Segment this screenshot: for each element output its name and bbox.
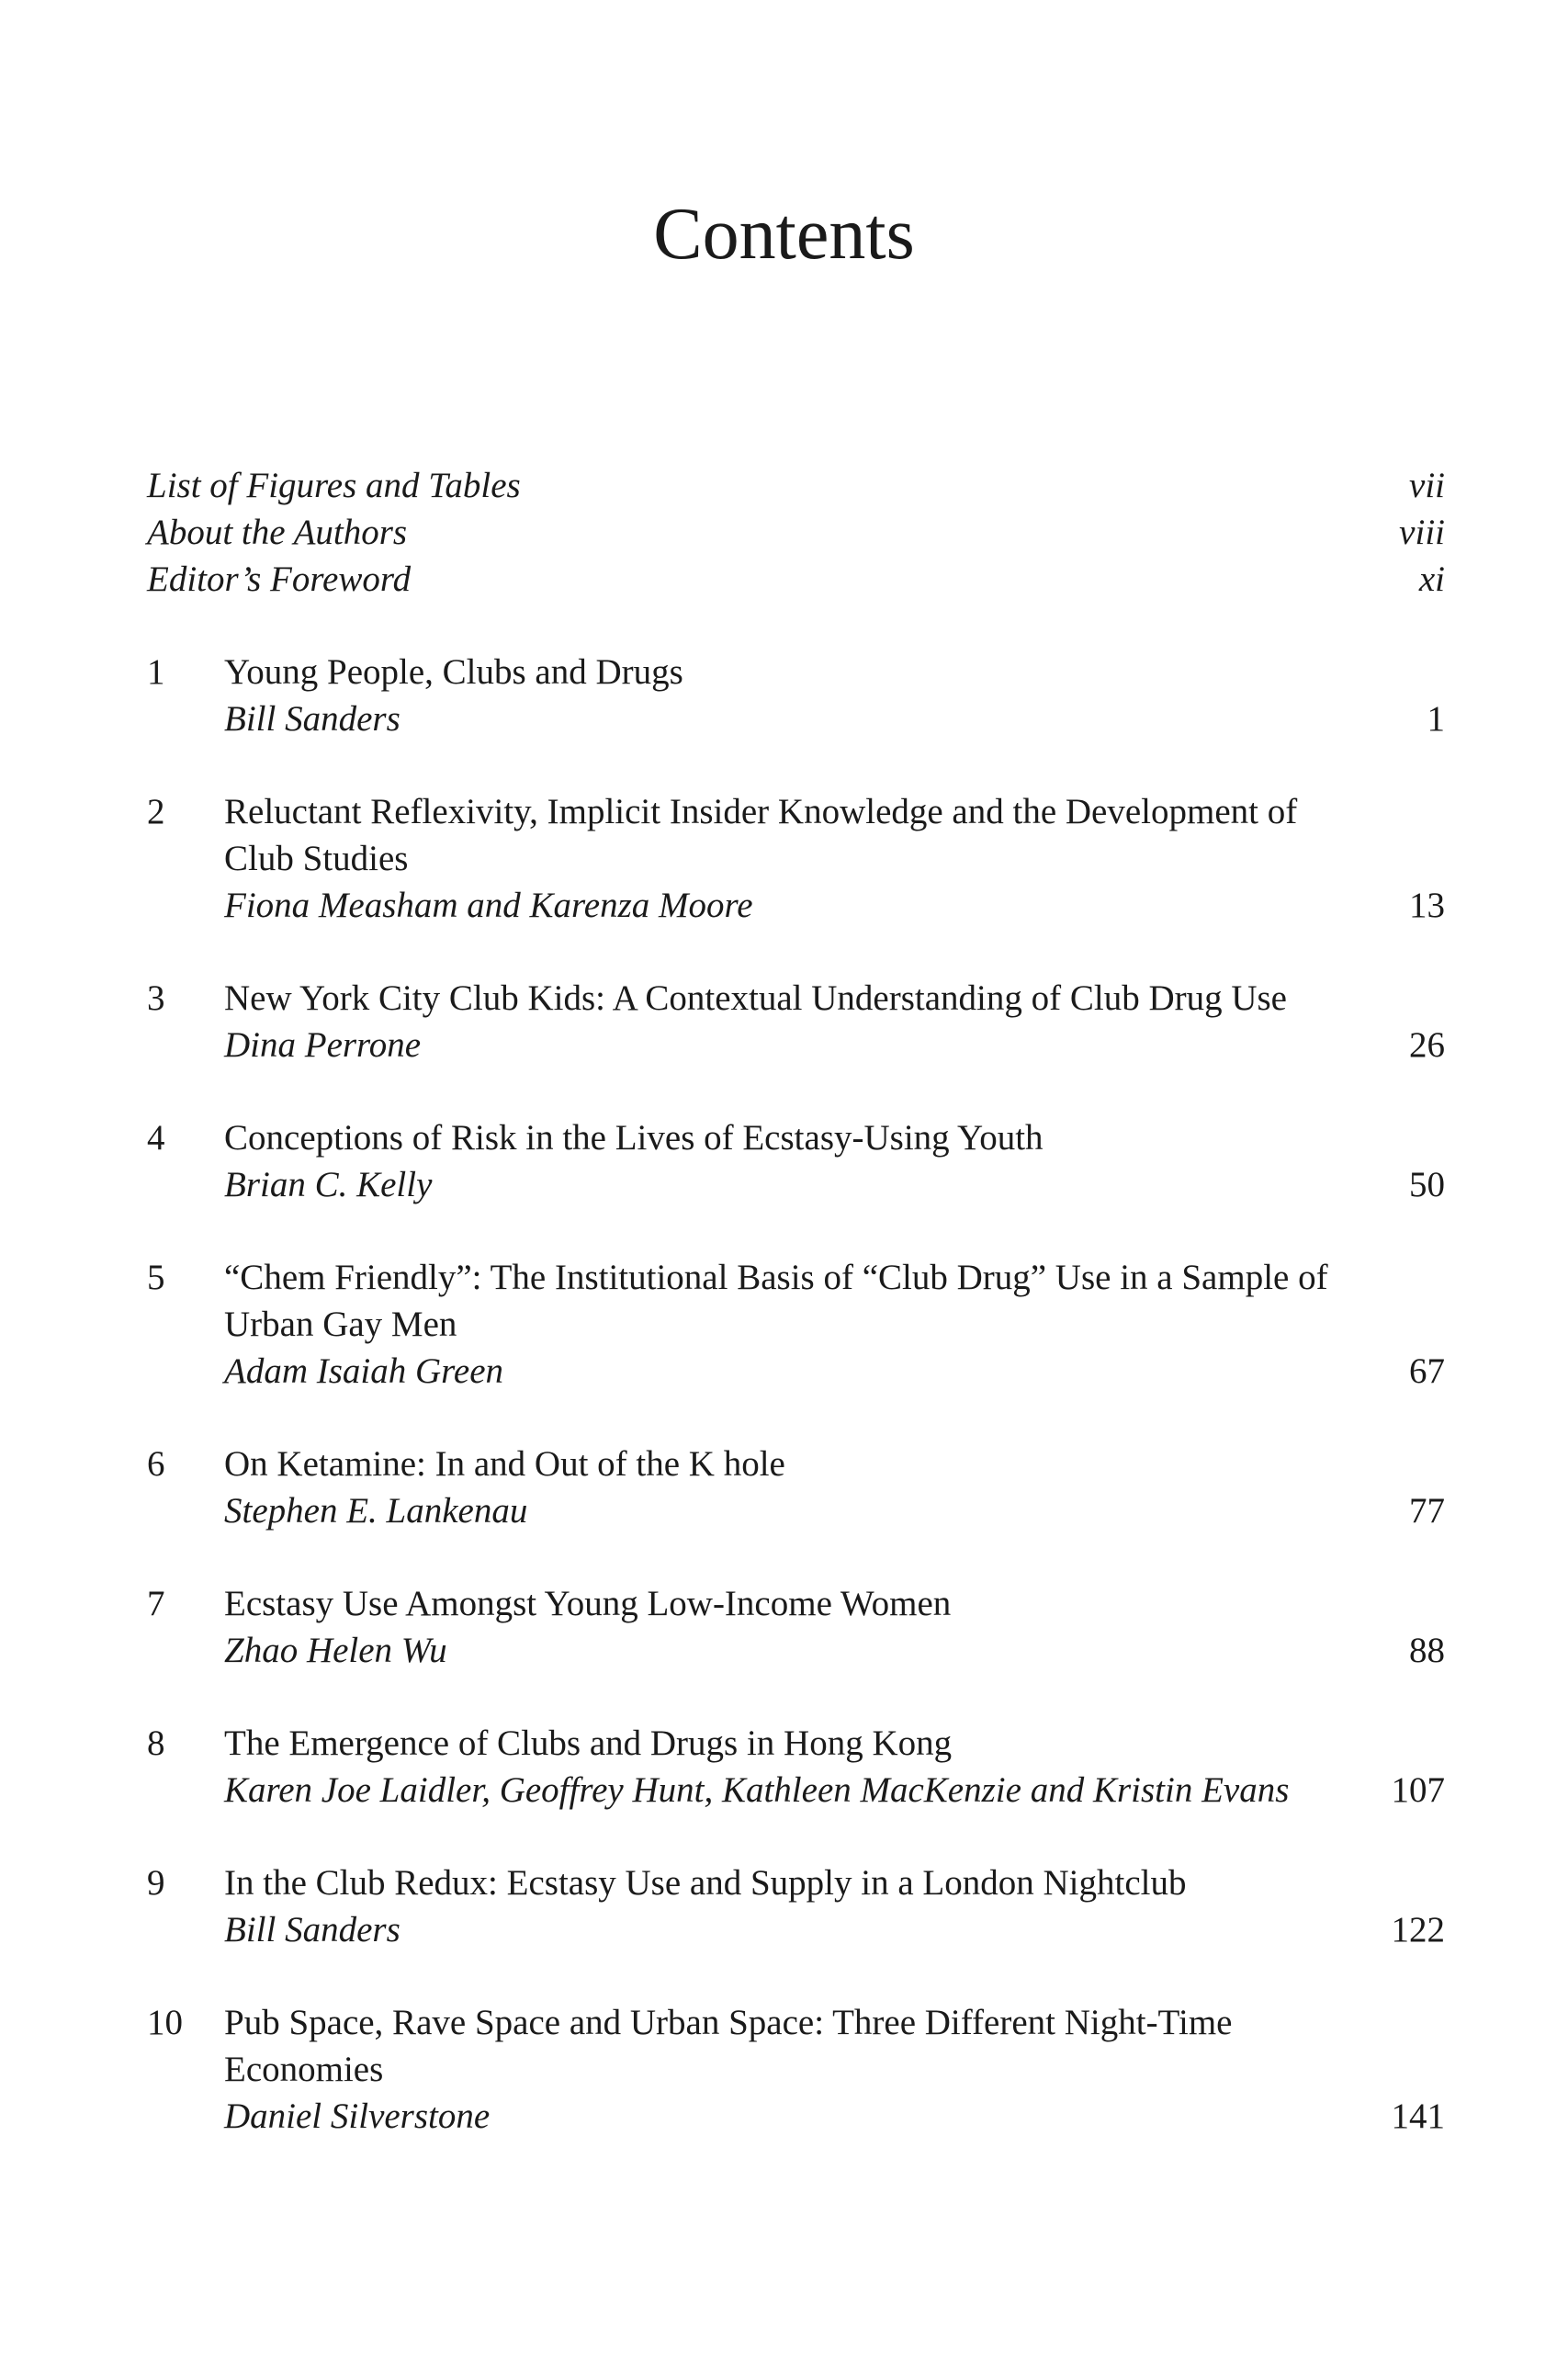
chapter-number: 10 (147, 2003, 183, 2042)
chapter-title: Young People, Clubs and Drugs (224, 652, 683, 692)
chapter-author: Daniel Silverstone (224, 2096, 491, 2136)
chapter-list (147, 649, 1445, 2186)
chapter-title: Conceptions of Risk in the Lives of Ecstasy-Using Youth (224, 1118, 1043, 1158)
front-matter-title: List of Figures and Tables (147, 466, 521, 505)
chapter-title: On Ketamine: In and Out of the K hole (224, 1444, 785, 1484)
chapter-title: Pub Space, Rave Space and Urban Space: Three Different Night-Time Economies (224, 2003, 1233, 2089)
chapter-number: 6 (147, 1444, 165, 1484)
chapter-page: 77 (1409, 1491, 1445, 1531)
chapter-entry (147, 1114, 1445, 1208)
chapter-page: 122 (1391, 1910, 1445, 1949)
chapter-number: 1 (147, 652, 165, 692)
chapter-author: Karen Joe Laidler, Geoffrey Hunt, Kathleen MacKenzie and Kristin Evans (224, 1770, 1290, 1810)
chapter-author: Zhao Helen Wu (224, 1631, 447, 1670)
front-matter-item (147, 462, 1445, 509)
chapter-author: Brian C. Kelly (224, 1165, 433, 1204)
front-matter-title: Editor’s Foreword (147, 559, 412, 599)
chapter-entry (147, 1859, 1445, 1953)
chapter-entry (147, 1441, 1445, 1534)
chapter-author: Adam Isaiah Green (224, 1351, 504, 1391)
front-matter-page: viii (1399, 513, 1445, 552)
chapter-page: 67 (1409, 1351, 1445, 1391)
chapter-number: 7 (147, 1584, 165, 1623)
chapter-title: “Chem Friendly”: The Institutional Basis of “Club Drug” Use in a Sample of Urban Gay Men (224, 1258, 1328, 1344)
chapter-title: The Emergence of Clubs and Drugs in Hong Kong (224, 1723, 953, 1763)
page-title: Contents (653, 194, 915, 275)
front-matter-item (147, 509, 1445, 556)
chapter-entry (147, 1720, 1445, 1814)
chapter-page: 13 (1409, 886, 1445, 925)
chapter-number: 4 (147, 1118, 165, 1158)
chapter-author: Bill Sanders (224, 699, 400, 739)
chapter-entry (147, 1254, 1445, 1395)
chapter-page: 1 (1427, 699, 1445, 739)
chapter-number: 2 (147, 792, 165, 831)
chapter-page: 88 (1409, 1631, 1445, 1670)
chapter-number: 3 (147, 978, 165, 1018)
chapter-entry (147, 1580, 1445, 1674)
chapter-title: Reluctant Reflexivity, Implicit Insider Knowledge and the Development of Club Studies (224, 792, 1298, 878)
chapter-entry (147, 788, 1445, 929)
chapter-entry (147, 975, 1445, 1068)
chapter-author: Bill Sanders (224, 1910, 400, 1949)
chapter-author: Stephen E. Lankenau (224, 1491, 528, 1531)
chapter-number: 8 (147, 1723, 165, 1763)
chapter-title: New York City Club Kids: A Contextual Understanding of Club Drug Use (224, 978, 1287, 1018)
chapter-page: 26 (1409, 1025, 1445, 1065)
chapter-page: 50 (1409, 1165, 1445, 1204)
chapter-author: Fiona Measham and Karenza Moore (224, 886, 753, 925)
chapter-title: Ecstasy Use Amongst Young Low-Income Women (224, 1584, 952, 1623)
chapter-author: Dina Perrone (224, 1025, 422, 1065)
chapter-entry (147, 1999, 1445, 2140)
chapter-page: 141 (1391, 2096, 1445, 2136)
front-matter-page: xi (1418, 559, 1445, 599)
front-matter-list (147, 462, 1445, 603)
front-matter-item (147, 556, 1445, 603)
chapter-number: 5 (147, 1258, 165, 1297)
chapter-number: 9 (147, 1863, 165, 1903)
chapter-entry (147, 649, 1445, 742)
front-matter-title: About the Authors (147, 513, 408, 552)
front-matter-page: vii (1409, 466, 1445, 505)
chapter-title: In the Club Redux: Ecstasy Use and Supply in a London Nightclub (224, 1863, 1187, 1903)
chapter-page: 107 (1391, 1770, 1445, 1810)
